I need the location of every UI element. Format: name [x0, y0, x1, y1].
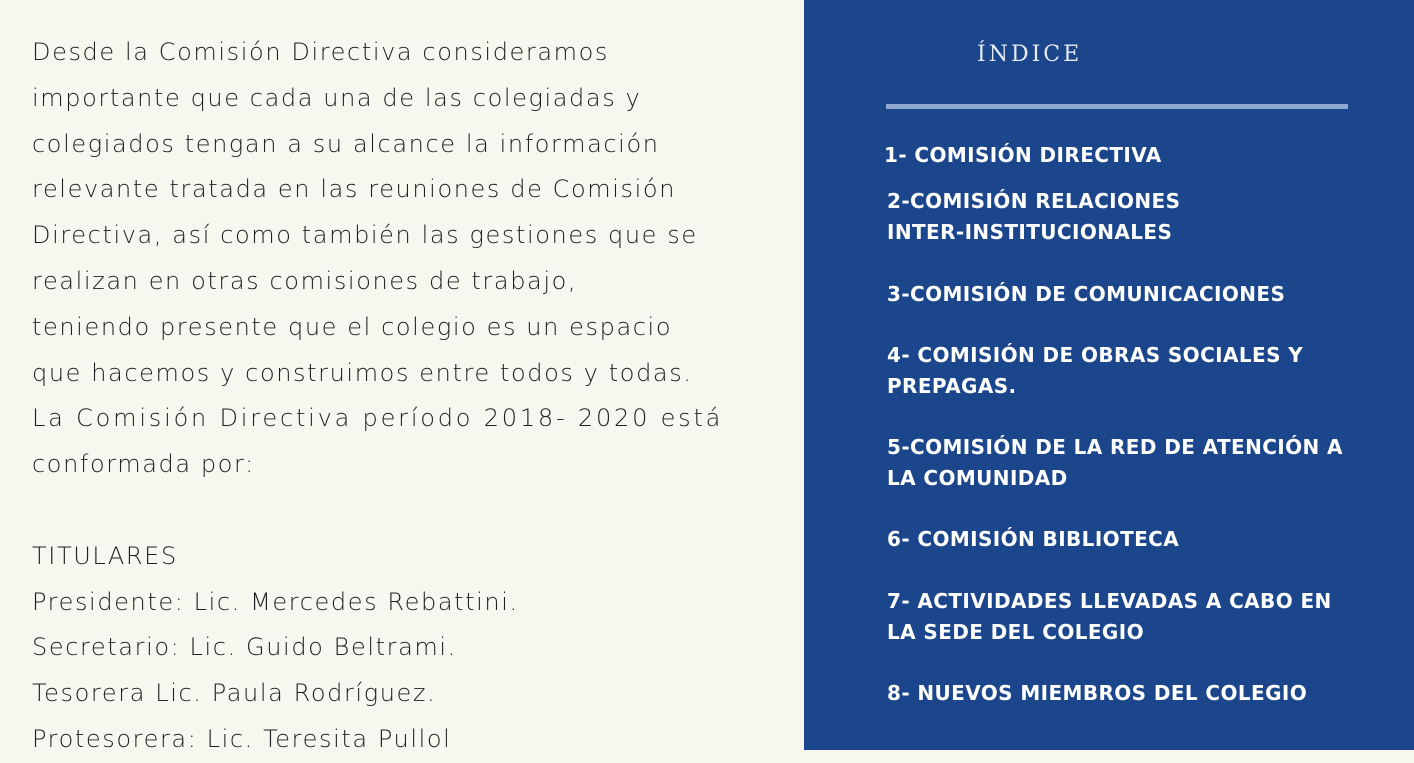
paragraph-line: Desde la Comisión Directiva consideramos	[32, 38, 610, 66]
toc-item-3[interactable]	[887, 279, 1285, 310]
paragraph-line: importante que cada una de las colegiadas y	[32, 83, 642, 112]
toc-item-label: 6- COMISIÓN BIBLIOTECA	[887, 527, 1180, 551]
toc-item-label: LA COMUNIDAD	[887, 466, 1068, 490]
toc-item-label: PREPAGAS.	[887, 374, 1017, 398]
toc-item-label: 3-COMISIÓN DE COMUNICACIONES	[887, 282, 1286, 306]
paragraph-line: relevante tratada en las reuniones de Comisión	[32, 175, 677, 204]
toc-item-4[interactable]	[887, 340, 1303, 402]
paragraph-line: Directiva, así como también las gestiones que se	[32, 221, 698, 250]
toc-item-label: 4- COMISIÓN DE OBRAS SOCIALES Y	[887, 343, 1304, 367]
titulares-heading: TITULARES	[32, 541, 178, 570]
member-line: Tesorera Lic. Paula Rodríguez.	[32, 679, 437, 708]
index-panel	[804, 0, 1414, 750]
paragraph-line: realizan en otras comisiones de trabajo,	[32, 266, 578, 295]
toc-item-6[interactable]	[887, 524, 1179, 555]
index-title: ÍNDICE	[977, 42, 1083, 67]
paragraph-line: La Comisión Directiva período 2018- 2020 está	[32, 404, 724, 433]
toc-item-label: 2-COMISIÓN RELACIONES	[887, 189, 1181, 213]
toc-item-label: 1- COMISIÓN DIRECTIVA	[884, 143, 1162, 167]
toc-item-label: 5-COMISIÓN DE LA RED DE ATENCIÓN A	[887, 435, 1343, 459]
paragraph-line: conformada por:	[32, 450, 255, 479]
toc-item-label: 7- ACTIVIDADES LLEVADAS A CABO EN	[887, 589, 1332, 613]
toc-item-label: LA SEDE DEL COLEGIO	[887, 620, 1144, 644]
member-line: Secretario: Lic. Guido Beltrami.	[32, 633, 457, 662]
toc-item-7[interactable]	[887, 586, 1332, 648]
toc-item-1[interactable]	[884, 140, 1162, 171]
toc-item-label: 8- NUEVOS MIEMBROS DEL COLEGIO	[887, 681, 1308, 705]
member-line: Presidente: Lic. Mercedes Rebattini.	[32, 587, 519, 616]
toc-item-label: INTER-INSTITUCIONALES	[887, 220, 1173, 244]
spacer	[32, 488, 672, 534]
paragraph-line: teniendo presente que el colegio es un espacio	[32, 312, 673, 341]
toc-item-2[interactable]	[887, 186, 1180, 248]
paragraph-line: que hacemos y construimos entre todos y todas.	[32, 358, 693, 387]
body-text	[32, 30, 724, 763]
index-divider	[886, 104, 1348, 109]
toc-item-5[interactable]	[887, 432, 1343, 494]
toc-item-8[interactable]	[887, 678, 1307, 709]
paragraph-line: colegiados tengan a su alcance la información	[32, 129, 660, 158]
member-line: Protesorera: Lic. Teresita Pullol	[32, 724, 452, 753]
